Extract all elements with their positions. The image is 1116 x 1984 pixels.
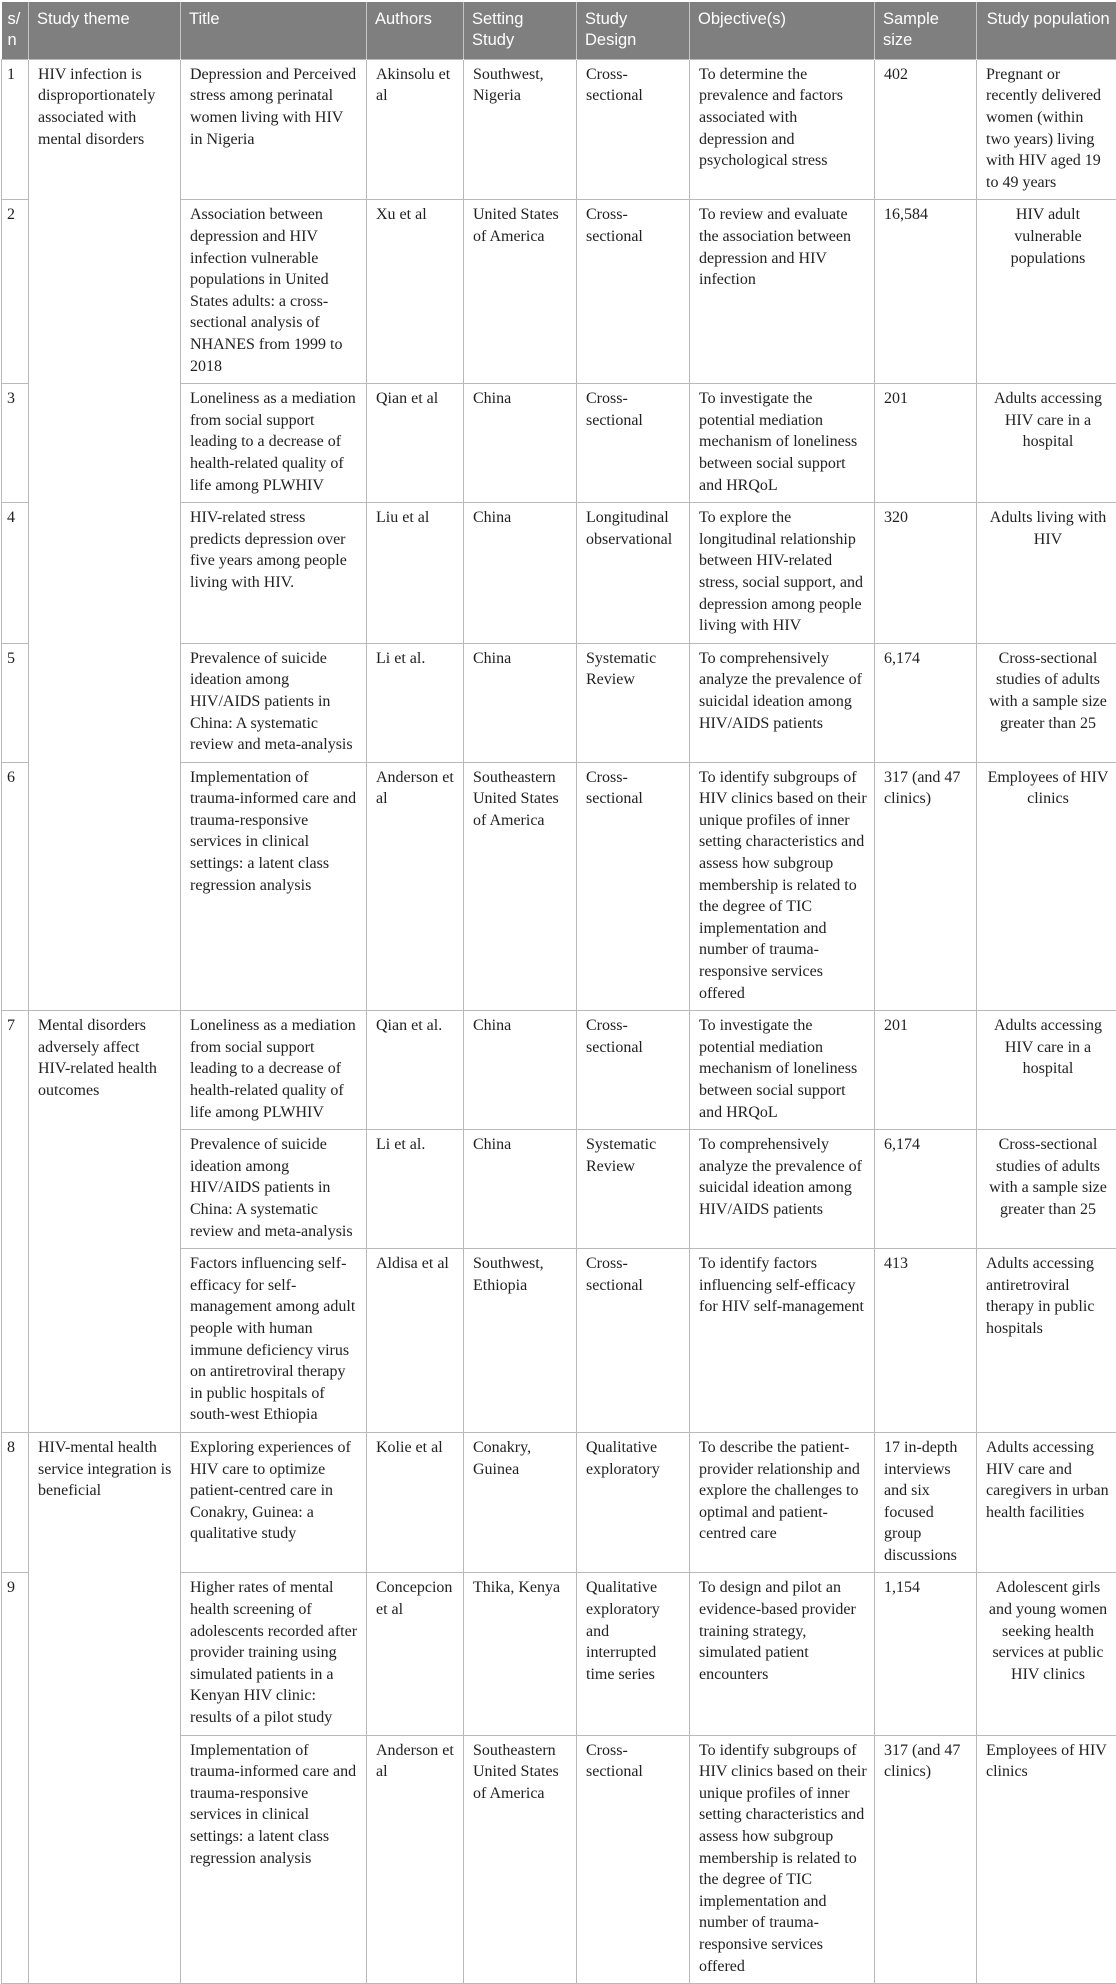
cell-objective: To determine the prevalence and factors associated with depression and psychological stress	[690, 59, 875, 200]
cell-design: Cross-sectional	[577, 1249, 690, 1433]
cell-design: Cross-sectional	[577, 384, 690, 503]
column-header-design: Study Design	[577, 2, 690, 59]
column-header-sample: Sample size	[875, 2, 977, 59]
cell-objective: To comprehensively analyze the prevalence of suicidal ideation among HIV/AIDS patients	[690, 643, 875, 762]
column-header-setting: Setting Study	[464, 2, 577, 59]
cell-title: Implementation of trauma-informed care and trauma-responsive services in clinical settings: a latent class regression analysis	[181, 1735, 367, 1984]
column-header-theme: Study theme	[29, 2, 181, 59]
cell-sn: 1	[2, 59, 29, 200]
cell-sample: 1,154	[875, 1573, 977, 1735]
cell-sample: 317 (and 47 clinics)	[875, 762, 977, 1011]
cell-authors: Anderson et al	[367, 1735, 464, 1984]
table-header	[2, 2, 1116, 59]
cell-setting: Thika, Kenya	[464, 1573, 577, 1735]
cell-setting: China	[464, 384, 577, 503]
cell-sn: 4	[2, 503, 29, 644]
cell-objective: To identify factors influencing self-efficacy for HIV self-management	[690, 1249, 875, 1433]
cell-setting: Southeastern United States of America	[464, 762, 577, 1011]
cell-authors: Xu et al	[367, 200, 464, 384]
cell-setting: China	[464, 1011, 577, 1130]
cell-title: Prevalence of suicide ideation among HIV/AIDS patients in China: A systematic review and meta-analysis	[181, 643, 367, 762]
cell-population: Employees of HIV clinics	[977, 1735, 1116, 1984]
cell-sn: 8	[2, 1432, 29, 1573]
cell-sample: 320	[875, 503, 977, 644]
table-row	[2, 1432, 1116, 1573]
cell-design: Cross-sectional	[577, 1011, 690, 1130]
cell-objective: To identify subgroups of HIV clinics based on their unique profiles of inner setting characteristics and assess how subgroup membership is related to the degree of TIC implementation and number of trauma-responsive services offered	[690, 762, 875, 1011]
cell-design: Qualitative exploratory and interrupted time series	[577, 1573, 690, 1735]
cell-title: Prevalence of suicide ideation among HIV/AIDS patients in China: A systematic review and meta-analysis	[181, 1130, 367, 1249]
cell-design: Longitudinal observational	[577, 503, 690, 644]
cell-setting: Conakry, Guinea	[464, 1432, 577, 1573]
cell-population: Adults accessing antiretroviral therapy in public hospitals	[977, 1249, 1116, 1433]
cell-title: Loneliness as a mediation from social support leading to a decrease of health-related quality of life among PLWHIV	[181, 384, 367, 503]
cell-population: Adolescent girls and young women seeking health services at public HIV clinics	[977, 1573, 1116, 1735]
cell-objective: To comprehensively analyze the prevalence of suicidal ideation among HIV/AIDS patients	[690, 1130, 875, 1249]
cell-population: Pregnant or recently delivered women (within two years) living with HIV aged 19 to 49 years	[977, 59, 1116, 200]
cell-objective: To explore the longitudinal relationship between HIV-related stress, social support, and depression among people living with HIV	[690, 503, 875, 644]
cell-title: Depression and Perceived stress among perinatal women living with HIV in Nigeria	[181, 59, 367, 200]
cell-title: Association between depression and HIV infection vulnerable populations in United States adults: a cross-sectional analysis of NHANES from 1999 to 2018	[181, 200, 367, 384]
cell-authors: Li et al.	[367, 643, 464, 762]
cell-design: Cross-sectional	[577, 59, 690, 200]
header-row	[2, 2, 1116, 59]
studies-table	[1, 2, 1116, 1984]
cell-authors: Concepcion et al	[367, 1573, 464, 1735]
cell-population: Employees of HIV clinics	[977, 762, 1116, 1011]
table-body	[2, 59, 1116, 1983]
cell-setting: Southwest, Ethiopia	[464, 1249, 577, 1433]
cell-sample: 6,174	[875, 1130, 977, 1249]
cell-design: Systematic Review	[577, 643, 690, 762]
cell-population: Adults accessing HIV care in a hospital	[977, 1011, 1116, 1130]
column-header-authors: Authors	[367, 2, 464, 59]
cell-objective: To investigate the potential mediation mechanism of loneliness between social support and HRQoL	[690, 384, 875, 503]
cell-theme: Mental disorders adversely affect HIV-related health outcomes	[29, 1011, 181, 1433]
cell-title: Exploring experiences of HIV care to optimize patient-centred care in Conakry, Guinea: a qualitative study	[181, 1432, 367, 1573]
cell-objective: To investigate the potential mediation mechanism of loneliness between social support and HRQoL	[690, 1011, 875, 1130]
cell-sn: 6	[2, 762, 29, 1011]
cell-title: Factors influencing self-efficacy for self-management among adult people with human immune deficiency virus on antiretroviral therapy in public hospitals of south-west Ethiopia	[181, 1249, 367, 1433]
cell-authors: Li et al.	[367, 1130, 464, 1249]
cell-population: Cross-sectional studies of adults with a sample size greater than 25	[977, 643, 1116, 762]
cell-authors: Qian et al.	[367, 1011, 464, 1130]
cell-authors: Akinsolu et al	[367, 59, 464, 200]
column-header-sn: s/n	[2, 2, 29, 59]
cell-setting: Southeastern United States of America	[464, 1735, 577, 1984]
cell-objective: To describe the patient-provider relationship and explore the challenges to optimal and patient-centred care	[690, 1432, 875, 1573]
cell-authors: Anderson et al	[367, 762, 464, 1011]
cell-setting: China	[464, 503, 577, 644]
cell-title: Higher rates of mental health screening of adolescents recorded after provider training using simulated patients in a Kenyan HIV clinic: results of a pilot study	[181, 1573, 367, 1735]
cell-sample: 6,174	[875, 643, 977, 762]
cell-sample: 201	[875, 384, 977, 503]
cell-authors: Aldisa et al	[367, 1249, 464, 1433]
cell-sn: 7	[2, 1011, 29, 1433]
cell-design: Cross-sectional	[577, 1735, 690, 1984]
column-header-population: Study population	[977, 2, 1116, 59]
cell-population: HIV adult vulnerable populations	[977, 200, 1116, 384]
cell-design: Systematic Review	[577, 1130, 690, 1249]
cell-population: Adults accessing HIV care in a hospital	[977, 384, 1116, 503]
cell-design: Qualitative exploratory	[577, 1432, 690, 1573]
cell-setting: China	[464, 643, 577, 762]
cell-sample: 16,584	[875, 200, 977, 384]
cell-authors: Liu et al	[367, 503, 464, 644]
cell-sample: 201	[875, 1011, 977, 1130]
cell-authors: Kolie et al	[367, 1432, 464, 1573]
cell-setting: United States of America	[464, 200, 577, 384]
cell-title: HIV-related stress predicts depression over five years among people living with HIV.	[181, 503, 367, 644]
cell-population: Adults living with HIV	[977, 503, 1116, 644]
cell-sample: 317 (and 47 clinics)	[875, 1735, 977, 1984]
cell-design: Cross-sectional	[577, 762, 690, 1011]
cell-objective: To review and evaluate the association between depression and HIV infection	[690, 200, 875, 384]
cell-sn: 2	[2, 200, 29, 384]
cell-title: Loneliness as a mediation from social support leading to a decrease of health-related quality of life among PLWHIV	[181, 1011, 367, 1130]
cell-title: Implementation of trauma-informed care and trauma-responsive services in clinical settings: a latent class regression analysis	[181, 762, 367, 1011]
cell-sample: 413	[875, 1249, 977, 1433]
cell-theme: HIV-mental health service integration is beneficial	[29, 1432, 181, 1983]
cell-objective: To identify subgroups of HIV clinics based on their unique profiles of inner setting characteristics and assess how subgroup membership is related to the degree of TIC implementation and number of trauma-responsive services offered	[690, 1735, 875, 1984]
column-header-objective: Objective(s)	[690, 2, 875, 59]
cell-sn: 9	[2, 1573, 29, 1984]
cell-sn: 5	[2, 643, 29, 762]
cell-authors: Qian et al	[367, 384, 464, 503]
column-header-title: Title	[181, 2, 367, 59]
cell-population: Adults accessing HIV care and caregivers in urban health facilities	[977, 1432, 1116, 1573]
table-row	[2, 1011, 1116, 1130]
cell-theme: HIV infection is disproportionately associated with mental disorders	[29, 59, 181, 1010]
cell-design: Cross-sectional	[577, 200, 690, 384]
cell-sn: 3	[2, 384, 29, 503]
cell-objective: To design and pilot an evidence-based provider training strategy, simulated patient encounters	[690, 1573, 875, 1735]
cell-setting: Southwest, Nigeria	[464, 59, 577, 200]
cell-setting: China	[464, 1130, 577, 1249]
cell-sample: 17 in-depth interviews and six focused group discussions	[875, 1432, 977, 1573]
table-row	[2, 59, 1116, 200]
cell-sample: 402	[875, 59, 977, 200]
cell-population: Cross-sectional studies of adults with a sample size greater than 25	[977, 1130, 1116, 1249]
